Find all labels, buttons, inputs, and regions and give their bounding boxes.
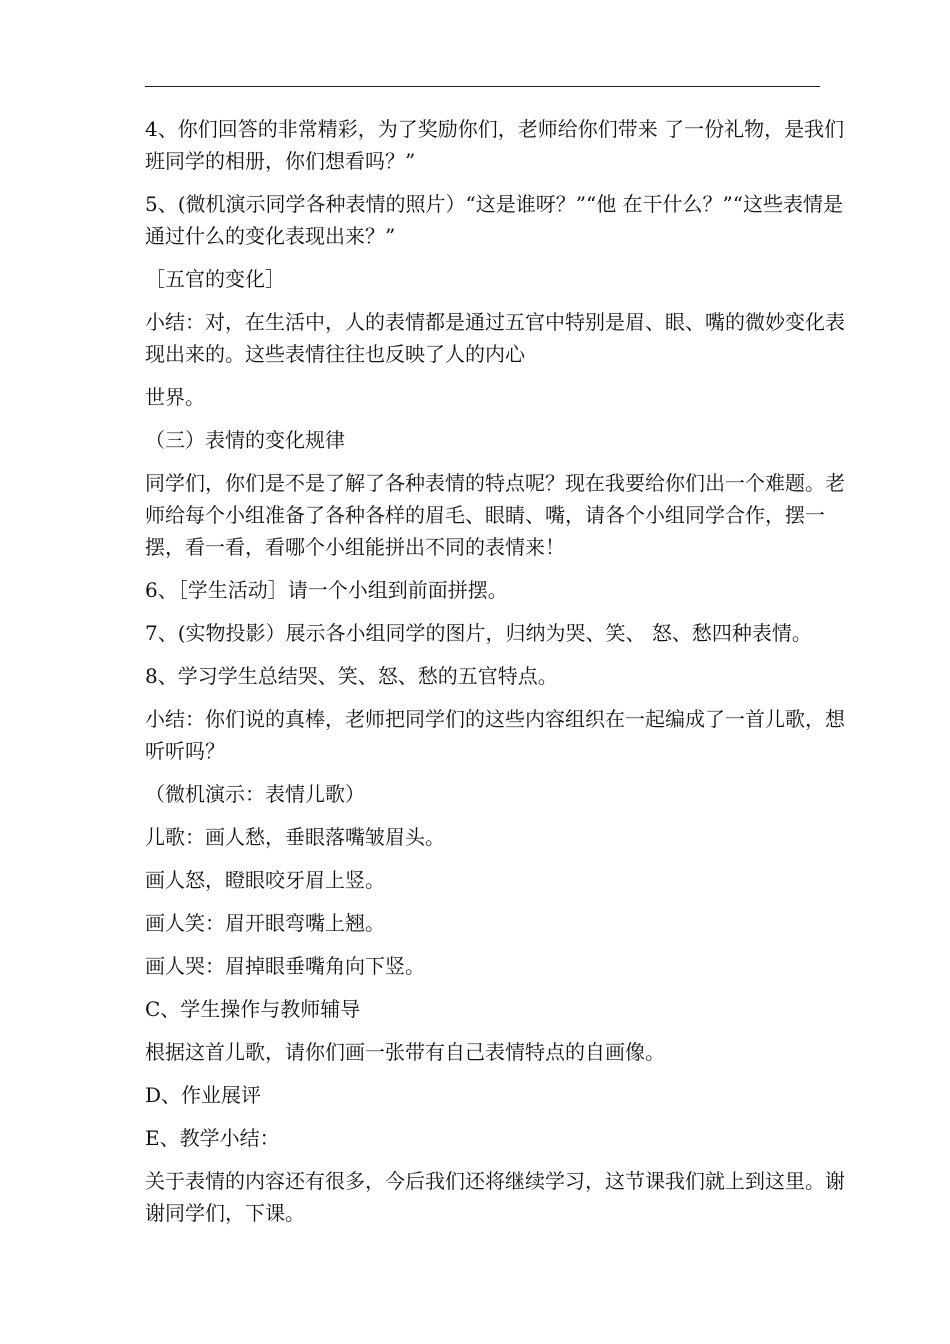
paragraph-7: 同学们，你们是不是了解了各种表情的特点呢？现在我要给你们出一个难题。老师给每个小组准备了各种各样的眉毛、眼睛、嘴，请各个小组同学合作，摆一摆，看一看，看哪个小组能拼出不同的表情来！ xyxy=(145,471,845,559)
paragraph-9: 7、(实物投影）展示各小组同学的图片，归纳为哭、笑、 怒、愁四种表情。 xyxy=(145,621,812,645)
paragraph-3: ［五官的变化］ xyxy=(145,267,285,291)
section-c-heading: C、学生操作与教师辅导 xyxy=(145,997,361,1021)
paragraph-5: 世界。 xyxy=(145,385,205,409)
paragraph-2: 5、(微机演示同学各种表情的照片）“这是谁呀？”“他 在干什么？”“这些表情是通过什么的变化表现出来？” xyxy=(145,192,844,248)
song-line-2: 画人怒，瞪眼咬牙眉上竖。 xyxy=(145,868,385,892)
paragraph-12: （微机演示：表情儿歌） xyxy=(145,782,365,806)
paragraph-4: 小结：对，在生活中，人的表情都是通过五官中特别是眉、眼、嘴的微妙变化表现出来的。这些表情往往也反映了人的内心 xyxy=(145,310,845,366)
paragraph-11: 小结：你们说的真棒，老师把同学们的这些内容组织在一起编成了一首儿歌，想听听吗？ xyxy=(145,707,845,763)
paragraph-1: 4、你们回答的非常精彩，为了奖励你们，老师给你们带来 了一份礼物，是我们班同学的相册，你们想看吗？” xyxy=(145,117,845,173)
paragraph-8: 6、［学生活动］请一个小组到前面拼摆。 xyxy=(145,578,508,602)
section-d-heading: D、作业展评 xyxy=(145,1083,262,1107)
song-line-1: 儿歌：画人愁，垂眼落嘴皱眉头。 xyxy=(145,825,445,849)
paragraph-10: 8、学习学生总结哭、笑、怒、愁的五官特点。 xyxy=(145,664,558,688)
song-line-3: 画人笑：眉开眼弯嘴上翘。 xyxy=(145,911,385,935)
document-body xyxy=(145,113,845,1240)
paragraph-21: 关于表情的内容还有很多，今后我们还将继续学习，这节课我们就上到这里。谢谢同学们，下课。 xyxy=(145,1169,845,1225)
song-line-4: 画人哭：眉掉眼垂嘴角向下竖。 xyxy=(145,954,425,978)
section-heading: （三）表情的变化规律 xyxy=(145,428,345,452)
paragraph-18: 根据这首儿歌，请你们画一张带有自己表情特点的自画像。 xyxy=(145,1040,665,1064)
header-rule xyxy=(145,86,820,87)
section-e-heading: E、教学小结： xyxy=(145,1126,280,1150)
